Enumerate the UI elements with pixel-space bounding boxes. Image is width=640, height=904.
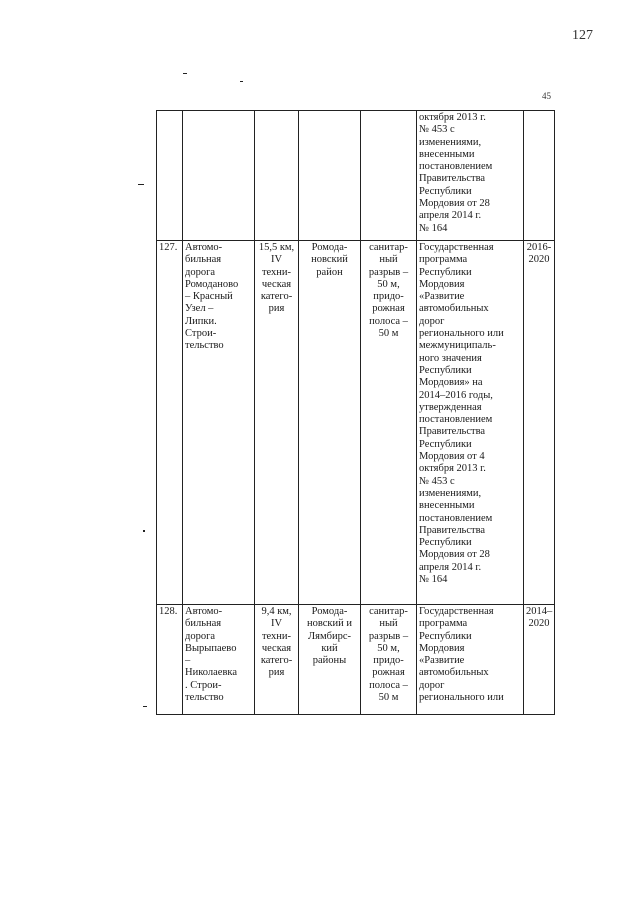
cell-years: 2016- 2020 <box>524 241 555 605</box>
cell-name: Автомо- бильная дорога Ромоданово – Красный Узел – Липки. Строи- тельство <box>183 241 255 605</box>
cell-district <box>299 111 361 241</box>
cell-number: 127. <box>157 241 183 605</box>
cell-category: 15,5 км, IV техни- ческая катего- рия <box>255 241 299 605</box>
cell-program: Государственная программа Республики Мордовия «Развитие автомобильных дорог регионального или <box>417 605 524 715</box>
cell-name: Автомо- бильная дорога Вырыпаево – Николаевка . Строи- тельство <box>183 605 255 715</box>
scan-speck <box>138 184 144 185</box>
cell-number: 128. <box>157 605 183 715</box>
cell-zone <box>361 111 417 241</box>
scan-speck <box>183 73 187 74</box>
page-number: 127 <box>572 28 593 43</box>
cell-district: Ромода- новский и Лямбирс- кий районы <box>299 605 361 715</box>
scan-speck <box>240 81 243 82</box>
cell-category: 9,4 км, IV техни- ческая катего- рия <box>255 605 299 715</box>
table-row-continued <box>157 111 555 241</box>
table-row <box>157 241 555 605</box>
sub-page-number: 45 <box>542 91 551 101</box>
table-row <box>157 605 555 715</box>
cell-category <box>255 111 299 241</box>
cell-name <box>183 111 255 241</box>
cell-program: октября 2013 г. № 453 с изменениями, внесенными постановлением Правительства Республики Мордовия от 28 апреля 2014 г. № 164 <box>417 111 524 241</box>
cell-program: Государственная программа Республики Мордовия «Развитие автомобильных дорог регионального или межмуниципаль- ного значения Республики Мордовия» на 2014–2016 годы, утвержденная постановлением Правительства Республики Мордовия от 4 октября 2013 г. № 453 с изменениями, внесенными постановлением Правительства Республики Мордовия от 28 апреля 2014 г. № 164 <box>417 241 524 605</box>
scan-speck <box>143 706 147 707</box>
cell-district: Ромода- новский район <box>299 241 361 605</box>
cell-zone: санитар- ный разрыв – 50 м, придо- рожная полоса – 50 м <box>361 241 417 605</box>
cell-years <box>524 111 555 241</box>
scan-speck <box>143 530 145 532</box>
cell-number <box>157 111 183 241</box>
cell-zone: санитар- ный разрыв – 50 м, придо- рожная полоса – 50 м <box>361 605 417 715</box>
document-table <box>156 110 555 715</box>
cell-years: 2014– 2020 <box>524 605 555 715</box>
